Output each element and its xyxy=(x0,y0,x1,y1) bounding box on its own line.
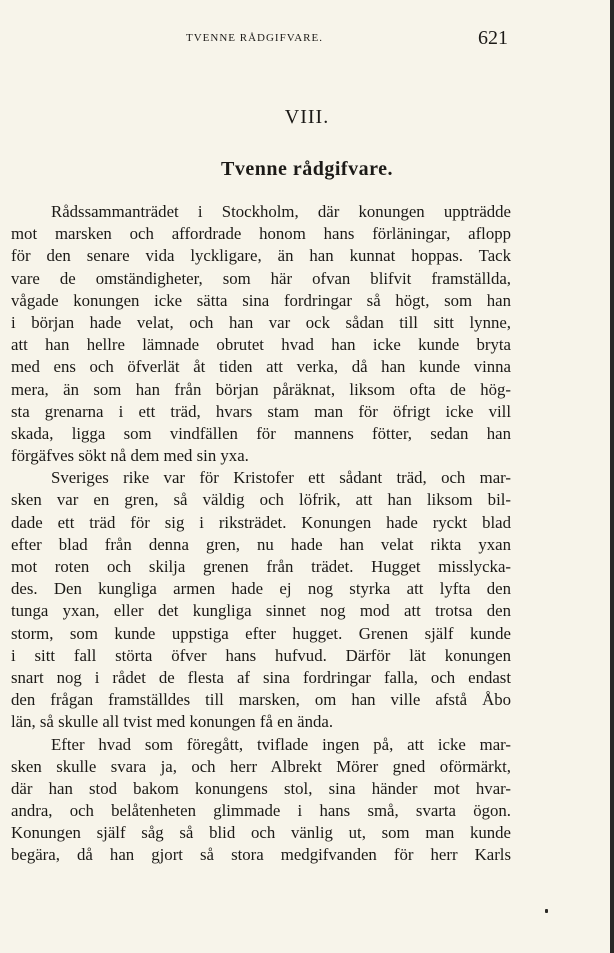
text-line: dade ett träd för sig i riksträdet. Konungen hade ryckt blad xyxy=(11,512,511,532)
body-text xyxy=(11,201,511,867)
text-line: sta grenarna i ett träd, hvars stam man för öfrigt icke vill xyxy=(11,401,511,421)
text-line: mot roten och skilja grenen från trädet. Hugget misslycka- xyxy=(11,557,511,576)
text-line: andra, och belåtenheten glimmade i hans små, svarta ögon. xyxy=(11,801,511,821)
text-line: Rådssammanträdet i Stockholm, där konungen uppträdde xyxy=(51,202,511,221)
text-line: mera, än som han från början påräknat, liksom ofta de hög- xyxy=(11,379,511,399)
chapter-title: Tvenne rådgifvare. xyxy=(221,158,393,180)
text-line: mot marsken och affordrade honom hans förläningar, aflopp xyxy=(11,224,511,244)
chapter-number: VIII. xyxy=(284,106,330,128)
text-line: där han stod bakom konungens stol, sina händer mot hvar- xyxy=(11,778,511,798)
text-line: efter blad från denna gren, nu hade han velat rikta yxan xyxy=(11,534,511,554)
text-line: län, så skulle all tvist med konungen få en ända. xyxy=(11,712,334,732)
text-line: des. Den kungliga armen hade ej nog styrka att lyfta den xyxy=(11,579,511,599)
text-line: sken var en gren, så väldig och löfrik, att han liksom bil- xyxy=(11,490,511,510)
page-edge-shadow xyxy=(610,0,614,953)
text-line: i början hade velat, och han var ock sådan till sitt lynne, xyxy=(11,312,511,332)
text-line: Efter hvad som föregått, tviflade ingen på, att icke mar- xyxy=(51,734,511,754)
text-line: med ens och öfverlät åt tiden att verka, då han kunde vinna xyxy=(11,357,511,377)
text-line: snart nog i rådet de flesta af sina fordringar falla, och endast xyxy=(11,667,511,687)
text-line: skada, ligga som vindfällen för mannens fötter, sedan han xyxy=(11,423,511,443)
text-line: vågade konungen icke sätta sina fordringar så högt, som han xyxy=(11,290,511,310)
text-line: för den senare vida lyckligare, än han kunnat hoppas. Tack xyxy=(11,246,511,266)
running-head: TVENNE RÅDGIFVARE. xyxy=(186,32,323,44)
text-line: Konungen själf såg så blid och vänlig ut, som man kunde xyxy=(11,823,511,843)
text-line: vare de omständigheter, som här ofvan blifvit framställda, xyxy=(11,268,511,288)
text-line: Sveriges rike var för Kristofer ett sådant träd, och mar- xyxy=(51,468,511,488)
text-line: storm, som kunde uppstiga efter hugget. Grenen själf kunde xyxy=(11,623,511,643)
text-line: sken skulle svara ja, och herr Albrekt Mörer gned oförmärkt, xyxy=(11,756,511,776)
page-number: 621 xyxy=(478,27,508,49)
text-line: den frågan framställdes till marsken, om han ville afstå Åbo xyxy=(11,690,511,710)
text-line: tunga yxan, eller det kungliga sinnet nog mod att trotsa den xyxy=(11,601,511,621)
text-line: förgäfves sökt nå dem med sin yxa. xyxy=(11,446,249,466)
text-line: i sitt fall störta öfver hans hufvud. Därför lät konungen xyxy=(11,645,511,665)
text-line: begära, då han gjort så stora medgifvanden för herr Karls xyxy=(11,845,511,865)
text-line: att han hellre lämnade obrutet hvad han icke kunde bryta xyxy=(11,335,511,355)
ink-speck xyxy=(545,909,548,913)
